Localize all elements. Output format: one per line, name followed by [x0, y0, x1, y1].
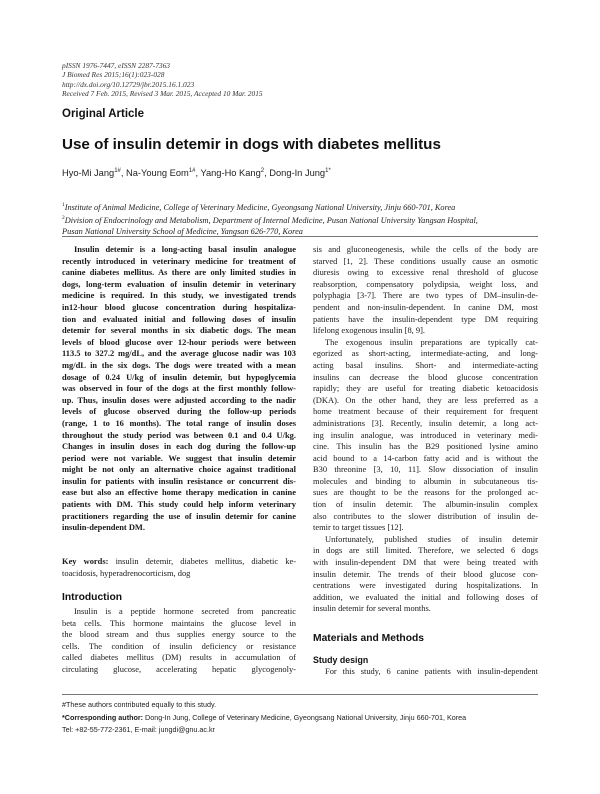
author-separator: ,	[195, 168, 201, 179]
abstract-line: detemir for several months in six diabetic dogs. The mean	[62, 325, 296, 336]
abstract-line: up. Thus, insulin doses were adjusted according to the nadir	[62, 394, 296, 405]
abstract-line: period were not variable. We suggest that insulin detemir	[62, 452, 296, 463]
article-title: Use of insulin detemir in dogs with diabetes mellitus	[62, 136, 441, 153]
body-line: sues are thought to be the reasons for the prolonged ac-	[313, 487, 538, 498]
author-sup: 2	[260, 168, 265, 174]
body-line: reabsorption, compensatory polydipsia, weight loss, and	[313, 278, 538, 289]
affiliation-1: Institute of Animal Medicine, College of Veterinary Medicine, Gyeongsang National University, Jinju 660-701, Korea	[64, 202, 456, 212]
introduction-continued	[313, 244, 538, 615]
received-dates: Received 7 Feb. 2015, Revised 3 Mar. 2015, Accepted 10 Mar. 2015	[62, 88, 263, 98]
body-line: insulins can decrease the blood glucose concentration	[313, 371, 538, 382]
study-design-subheading: Study design	[313, 655, 369, 665]
abstract-line: throughout the study period was between 0.1 and 0.4 U/kg.	[62, 429, 296, 440]
intro-line: called diabetes mellitus (DM) results in accumulation of	[62, 652, 296, 663]
abstract-line: dogs, long-term evaluation of insulin detemir in veterinary	[62, 278, 296, 289]
keywords-label: Key words:	[62, 556, 109, 566]
methods-body	[313, 666, 538, 678]
author-name: Yang-Ho Kang	[200, 168, 261, 179]
introduction-body	[62, 606, 296, 676]
body-line: ing insulin analogue, was introduced in veterinary medi-	[313, 429, 538, 440]
body-line: polyphagia [3-7]. There are two types of DM–insulin-de-	[313, 290, 538, 301]
abstract-line: ease but also an effective home therapy medication in canine	[62, 487, 296, 498]
body-line: cine. This insulin has the B29 positioned lysine amino	[313, 441, 538, 452]
body-line: insulin detemir for several months.	[313, 603, 431, 614]
body-line: B30 threonine [3, 10, 11]. Slow dissociation of insulin	[313, 464, 538, 475]
abstract-line: recently introduced in veterinary medicine for treatment of	[62, 255, 296, 266]
article-type: Original Article	[62, 108, 145, 120]
abstract-line: dosage of 0.24 U/kg of insulin detemir, but hypoglycemia	[62, 371, 296, 382]
body-line: Unfortunately, published studies of insulin detemir	[325, 533, 538, 544]
body-line: starved [1, 2]. These conditions usually cause an osmotic	[313, 255, 538, 266]
abstract-line: insulin-dependent DM.	[62, 522, 145, 533]
abstract-line: practitioners regarding the use of insulin detemir for canine	[62, 510, 296, 521]
abstract-line: tion and evaluated initial and following doses of insulin	[62, 313, 296, 324]
abstract-line: levels of glucose observed during the follow-up periods	[62, 406, 296, 417]
author-name: Hyo-Mi Jang	[62, 168, 115, 179]
body-line: egorized as short-acting, intermediate-acting, and long-	[313, 348, 538, 359]
abstract-line: Changes in insulin doses in each dog during the follow-up	[62, 441, 296, 452]
body-line: also contributes to the slower distribution of insulin de-	[313, 510, 538, 521]
affiliation-2-line1: Division of Endocrinology and Metabolism, Department of Internal Medicine, Pusan National University Yangsan Hospital,	[64, 216, 478, 226]
affiliations	[62, 200, 547, 237]
body-line: in dogs are still limited. Therefore, we selected 6 dogs	[313, 545, 538, 556]
body-line: temir to target tissues [12].	[313, 522, 404, 533]
journal-meta	[62, 61, 362, 98]
header-divider	[62, 236, 538, 237]
body-line: administrations [3]. Recently, insulin detemir, a long act-	[313, 417, 538, 428]
abstract-line: was observed in four of the dogs at the first monthly follow-	[62, 383, 296, 394]
body-line: with insulin-dependent DM that were being treated with	[313, 557, 538, 568]
abstract-line: Insulin detemir is a long-acting basal insulin analogue	[74, 244, 296, 254]
body-line: pendent and non-insulin-dependent. In canine DM, most	[313, 301, 538, 312]
affiliation-2-line2: Pusan National University School of Medicine, Yangsan 626-770, Korea	[62, 226, 303, 236]
equal-contribution-note: #These authors contributed equally to this study.	[62, 700, 217, 709]
abstract-line: levels of blood glucose over 12-hour periods were between	[62, 336, 296, 347]
author-separator: ,	[120, 168, 127, 179]
body-line: insulin detemir. The trends of their blood glucose con-	[313, 568, 538, 579]
body-line: home treatment because of their requirement for frequent	[313, 406, 538, 417]
abstract-line: medicine is required. In this study, we investigated trends	[62, 290, 296, 301]
body-line: addition, we evaluated the initial and following doses of	[313, 591, 538, 602]
body-line: sis and gluconeogenesis, while the cells of the body are	[313, 244, 538, 254]
body-line: acid bound to a 14-carbon fatty acid and is without the	[313, 452, 538, 463]
body-line: The exogenous insulin preparations are typically cat-	[325, 336, 538, 347]
footnotes	[62, 699, 538, 737]
abstract-line: mg/dL in the six dogs. The dogs were treated with a mean	[62, 359, 296, 370]
intro-line: circulating glucose, accelerating hepatic glycogenoly-	[62, 663, 296, 674]
author-list	[62, 168, 542, 178]
body-line: centrations were investigated during hospitalizations. In	[313, 580, 538, 591]
keywords	[62, 556, 296, 579]
intro-line: the blood stream and thus supplies energy source to the	[62, 629, 296, 640]
abstract-line: in12-hour blood glucose concentration during hospitaliza-	[62, 301, 296, 312]
body-line: lifelong exogenous insulin [8, 9].	[313, 325, 426, 336]
abstract-line: 113.5 to 327.2 mg/dL, and the average glucose nadir was 103	[62, 348, 296, 359]
corresponding-text: Dong-In Jung, College of Veterinary Medicine, Gyeongsang National University, Jinju 660-701, Korea	[143, 712, 467, 722]
footnote-divider	[62, 694, 538, 695]
body-line: rapidly; they are useful for treating diabetic ketoacidosis	[313, 383, 538, 394]
methods-heading: Materials and Methods	[313, 633, 424, 644]
body-line: diuresis owing to excessive renal threshold of glucose	[313, 267, 538, 278]
keywords-text-2: toacidosis, hyperadrenocorticism, dog	[62, 567, 191, 578]
body-line: (DKA). On the other hand, they are less preferred as a	[313, 394, 538, 405]
author-name: Na-Young Eom	[126, 168, 189, 179]
journal-citation: J Biomed Res 2015;16(1):023-028	[62, 70, 165, 80]
abstract-line: might be not only an alternative choice against traditional	[62, 464, 296, 475]
corresponding-label: *Corresponding author:	[62, 712, 144, 722]
introduction-heading: Introduction	[62, 592, 123, 603]
abstract-line: insulin for patients with insulin resistance or concurrent dis-	[62, 475, 296, 486]
abstract-line: canine diabetes mellitus. As there are only limited studies in	[62, 267, 296, 278]
body-line: tion of insulin detemir. The albumin-insulin complex	[313, 499, 538, 510]
affiliation-sup: 2	[62, 215, 65, 222]
author-separator: ,	[264, 168, 270, 179]
abstract	[62, 244, 296, 534]
author-sup: 1#	[114, 168, 121, 174]
keywords-text-1: insulin detemir, diabetes mellitus, diabetic ke-	[115, 556, 297, 566]
author-sup: 1#	[188, 168, 196, 174]
abstract-line: patients with DM. This study could help inform veterinary	[62, 499, 296, 510]
body-line: molecules and binding to albumin in subcutaneous tis-	[313, 475, 538, 486]
abstract-line: (range, 1 to 16 months). The total range of insulin doses	[62, 417, 296, 428]
issn-line: pISSN 1976-7447, eISSN 2287-7363	[62, 61, 170, 70]
doi-link[interactable]: http://dx.doi.org/10.12729/jbr.2015.16.1.023	[62, 79, 195, 89]
contact-info: Tel: +82-55-772-2361, E-mail: jungdi@gnu.ac.kr	[62, 725, 215, 734]
methods-line: For this study, 6 canine patients with insulin-dependent	[325, 666, 538, 676]
body-line: patients have the insulin-dependent type DM requiring	[313, 313, 538, 324]
author-name: Dong-In Jung	[269, 168, 326, 179]
intro-line: beta cells. This hormone maintains the glucose level in	[62, 617, 296, 628]
intro-line: cells. The condition of insulin deficiency or resistance	[62, 640, 296, 651]
affiliation-sup: 1	[62, 202, 65, 208]
intro-line: Insulin is a peptide hormone secreted from pancreatic	[74, 606, 296, 616]
author-sup: 1*	[325, 168, 331, 174]
body-line: acting basal insulins. Short- and intermediate-acting	[313, 359, 538, 370]
